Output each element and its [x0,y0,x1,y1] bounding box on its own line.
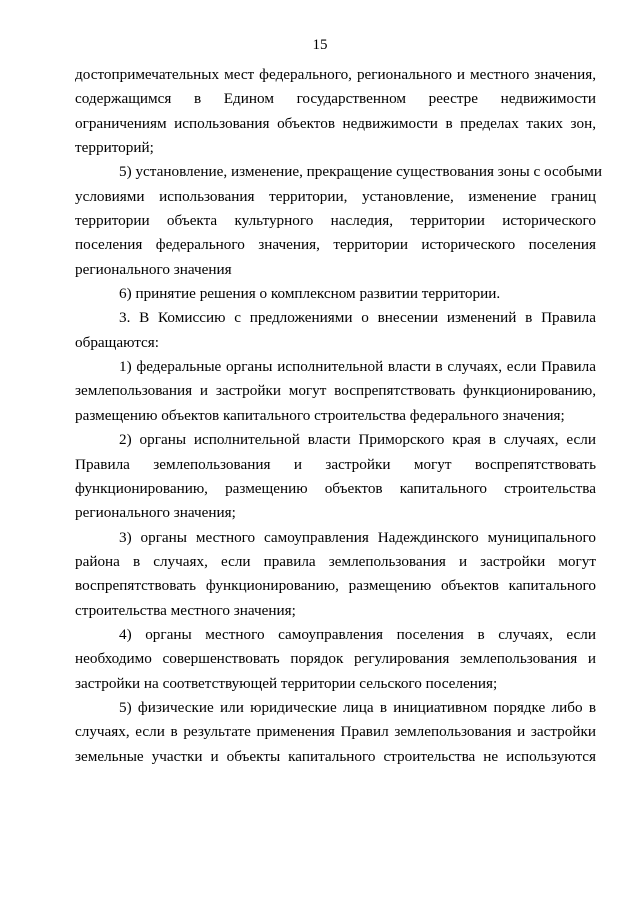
text-line: района в случаях, если правила землепользования и застройки могут [75,552,596,570]
text-line: 1) федеральные органы исполнительной власти в случаях, если Правила [119,358,596,376]
text-line: строительства местного значения; [75,601,296,619]
text-line: воспрепятствовать функционированию, размещению объектов капитального [75,577,596,595]
text-line: землепользования и застройки могут воспрепятствовать функционированию, [75,382,596,400]
text-line: 2) органы исполнительной власти Приморского края в случаях, если [119,431,596,449]
text-line: территории объекта культурного наследия, территории исторического [75,212,596,230]
text-line: содержащимся в Едином государственном реестре недвижимости [75,90,596,108]
text-line: обращаются: [75,333,160,351]
document-body [75,63,602,769]
text-line: размещению объектов капитального строительства федерального значения; [75,406,565,424]
text-line: 5) физические или юридические лица в инициативном порядке либо в [119,698,596,716]
text-line: 3) органы местного самоуправления Надеждинского муниципального [119,528,596,546]
text-line: случаях, если в результате применения Правил землепользования и застройки [75,723,596,741]
text-line: поселения федерального значения, территории исторического поселения [75,236,596,254]
text-line: 3. В Комиссию с предложениями о внесении изменений в Правила [119,309,596,327]
text-line: застройки на соответствующей территории сельского поселения; [75,674,498,692]
text-line: Правила землепользования и застройки могут воспрепятствовать [75,455,596,473]
text-line: земельные участки и объекты капитального строительства не используются [75,747,596,765]
text-line: функционированию, размещению объектов капитального строительства [75,479,596,497]
text-line: 6) принятие решения о комплексном развитии территории. [119,285,501,303]
text-line: территорий; [75,139,154,157]
page-number: 15 [312,37,328,53]
text-line: условиями использования территории, установление, изменение границ [75,187,596,205]
text-line: достопримечательных мест федерального, регионального и местного значения, [75,66,596,83]
text-line: регионального значения [75,260,232,278]
text-line: регионального значения; [75,504,236,522]
text-line: 4) органы местного самоуправления поселения в случаях, если [119,625,596,643]
text-line: необходимо совершенствовать порядок регулирования землепользования и [75,650,596,668]
text-line: ограничениям использования объектов недвижимости в пределах таких зон, [75,114,596,132]
text-line: 5) установление, изменение, прекращение существования зоны с особыми [119,163,602,181]
